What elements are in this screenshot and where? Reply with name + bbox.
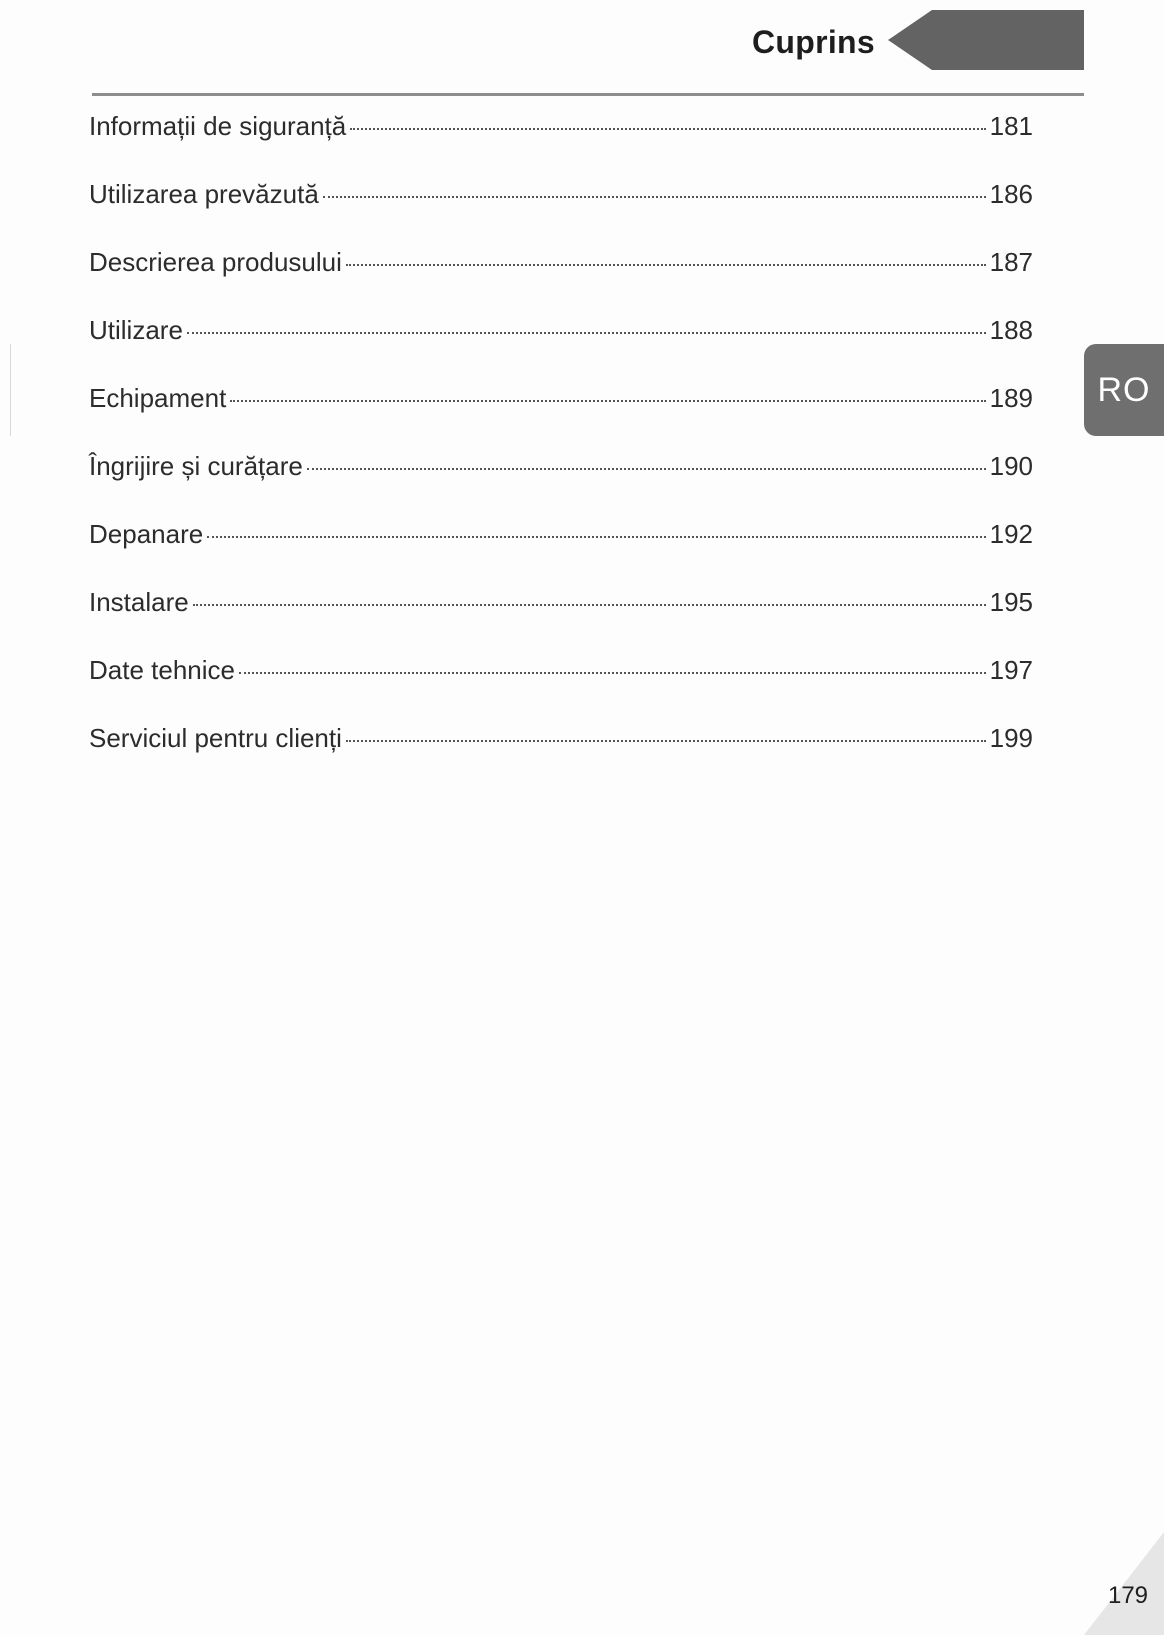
toc-entry-title: Îngrijire și curățare <box>89 451 303 481</box>
page-edge-marker <box>10 344 11 436</box>
toc-entry-title: Descrierea produsului <box>89 247 342 277</box>
header-divider <box>92 93 1084 96</box>
toc-dot-leader <box>346 740 986 742</box>
toc-dot-leader <box>207 536 985 538</box>
toc-entry[interactable] <box>89 508 1033 576</box>
toc-entry-title: Informații de siguranță <box>89 111 347 141</box>
toc-entry[interactable] <box>89 168 1033 236</box>
toc-entry[interactable] <box>89 372 1033 440</box>
toc-entry-page: 192 <box>989 519 1033 549</box>
toc-entry-page: 186 <box>989 179 1033 209</box>
toc-entry-title: Depanare <box>89 519 204 549</box>
toc-entry-page: 195 <box>989 587 1033 617</box>
toc-entry-page: 189 <box>989 383 1033 413</box>
table-of-contents <box>89 100 1033 780</box>
toc-entry-title: Date tehnice <box>89 655 235 685</box>
toc-entry-page: 181 <box>989 111 1033 141</box>
header-tab-shape <box>888 10 1084 70</box>
toc-entry-title: Instalare <box>89 587 189 617</box>
toc-dot-leader <box>350 128 985 130</box>
page-number: 179 <box>1107 1582 1149 1609</box>
toc-entry-title: Utilizare <box>89 315 183 345</box>
toc-entry-page: 188 <box>989 315 1033 345</box>
toc-entry-page: 187 <box>989 247 1033 277</box>
toc-dot-leader <box>239 672 986 674</box>
toc-entry-page: 197 <box>989 655 1033 685</box>
toc-entry[interactable] <box>89 644 1033 712</box>
toc-dot-leader <box>307 468 986 470</box>
toc-dot-leader <box>230 400 985 402</box>
toc-entry[interactable] <box>89 304 1033 372</box>
language-tab: RO <box>1084 344 1164 436</box>
toc-entry[interactable] <box>89 576 1033 644</box>
toc-entry-page: 190 <box>989 451 1033 481</box>
toc-dot-leader <box>187 332 986 334</box>
toc-dot-leader <box>323 196 986 198</box>
toc-entry-title: Utilizarea prevăzută <box>89 179 319 209</box>
toc-dot-leader <box>346 264 986 266</box>
page-title: Cuprins <box>752 24 875 60</box>
toc-entry-title: Serviciul pentru clienți <box>89 723 342 753</box>
toc-entry[interactable] <box>89 100 1033 168</box>
toc-entry[interactable] <box>89 440 1033 508</box>
toc-entry-title: Echipament <box>89 383 227 413</box>
toc-entry-page: 199 <box>989 723 1033 753</box>
toc-entry[interactable] <box>89 712 1033 780</box>
toc-entry[interactable] <box>89 236 1033 304</box>
toc-dot-leader <box>193 604 986 606</box>
